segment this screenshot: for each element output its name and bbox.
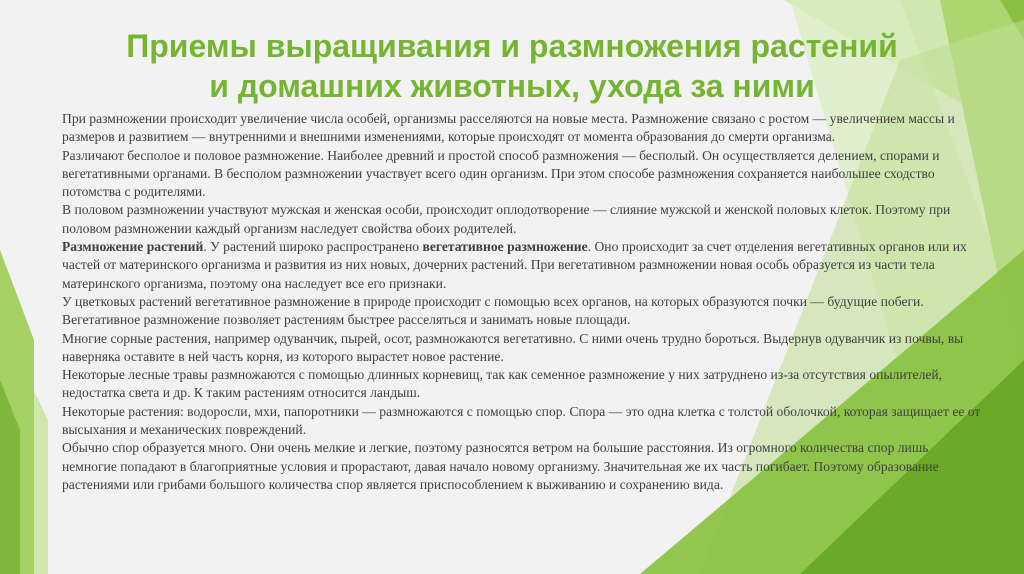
- paragraph-1: При размножении происходит увеличение числа особей, организмы расселяются на новые места. Размножение связано с ростом — увеличением массы и размеров и развитием — внутренними и внешними изменениями, которые происходят от момента образования до смерти организма.: [62, 111, 955, 145]
- heading-plant-reproduction: Размножение растений: [62, 239, 204, 255]
- paragraph-2: Различают бесполое и половое размножение. Наиболее древний и простой способ размножения — бесполый. Он осуществляется делением, спорами и вегетативными органами. В бесполом размножении участвует всего один организм. При этом способе размножения сохраняется наибольшее сходство потомства с родителями.: [62, 147, 940, 200]
- paragraph-6: Многие сорные растения, например одуванчик, пырей, осот, размножаются вегетативно. С ними очень трудно бороться. Выдернув одуванчик из почвы, вы наверняка оставите в ней часть корня, из которого вырастет новое растение.: [62, 330, 964, 364]
- paragraph-4-text-1: . У растений широко распространено: [203, 239, 423, 255]
- term-vegetative-reproduction: вегетативное размножение: [422, 239, 588, 255]
- paragraph-8: Некоторые растения: водоросли, мхи, папоротники — размножаются с помощью спор. Спора — это одна клетка с толстой оболочкой, которая защищает ее от высыхания и механических повреждений.: [62, 403, 981, 438]
- paragraph-5: У цветковых растений вегетативное размножение в природе происходит с помощью всех органов, на которых образуются почки — будущие побеги. Вегетативное размножение позволяет растениям быстрее расселяться и занимать новые площади.: [62, 293, 924, 328]
- paragraph-9: Обычно спор образуется много. Они очень мелкие и легкие, поэтому разносятся ветром на большие расстояния. Из огромного количества спор лишь немногие попадают в благоприятные условия и прорастают, давая начало новому организму. Значительная же их часть погибает. Поэтому образование растениями или грибами большого количества спор является приспособлением к выживанию и сохранению вида.: [62, 440, 939, 492]
- title-line-2: и домашних животных, ухода за ними: [209, 68, 815, 104]
- paragraph-7: Некоторые лесные травы размножаются с помощью длинных корневищ, так как семенное размножение у них затруднено из-за отсутствия опылителей, недостатка света и др. К таким растениям относится ландыш.: [62, 367, 943, 401]
- title-line-1: Приемы выращивания и размножения растений: [126, 28, 898, 64]
- paragraph-3: В половом размножении участвуют мужская и женская особи, происходит оплодотворение — слияние мужской и женской половых клеток. Поэтому при половом размножении каждый организм наследует свойства обоих родителей.: [62, 202, 951, 236]
- slide-title: [0, 26, 1024, 106]
- paragraph-4: [62, 238, 982, 293]
- body-text: [62, 110, 982, 494]
- paragraph-4-text-2: . Оно происходит за счет отделения вегетативных органов или их частей от материнского организма и развития из них новых, дочерних растений. При вегетативном размножении новая особь образуется из части тела материнского организма, поэтому она наследует все его признаки.: [62, 239, 967, 291]
